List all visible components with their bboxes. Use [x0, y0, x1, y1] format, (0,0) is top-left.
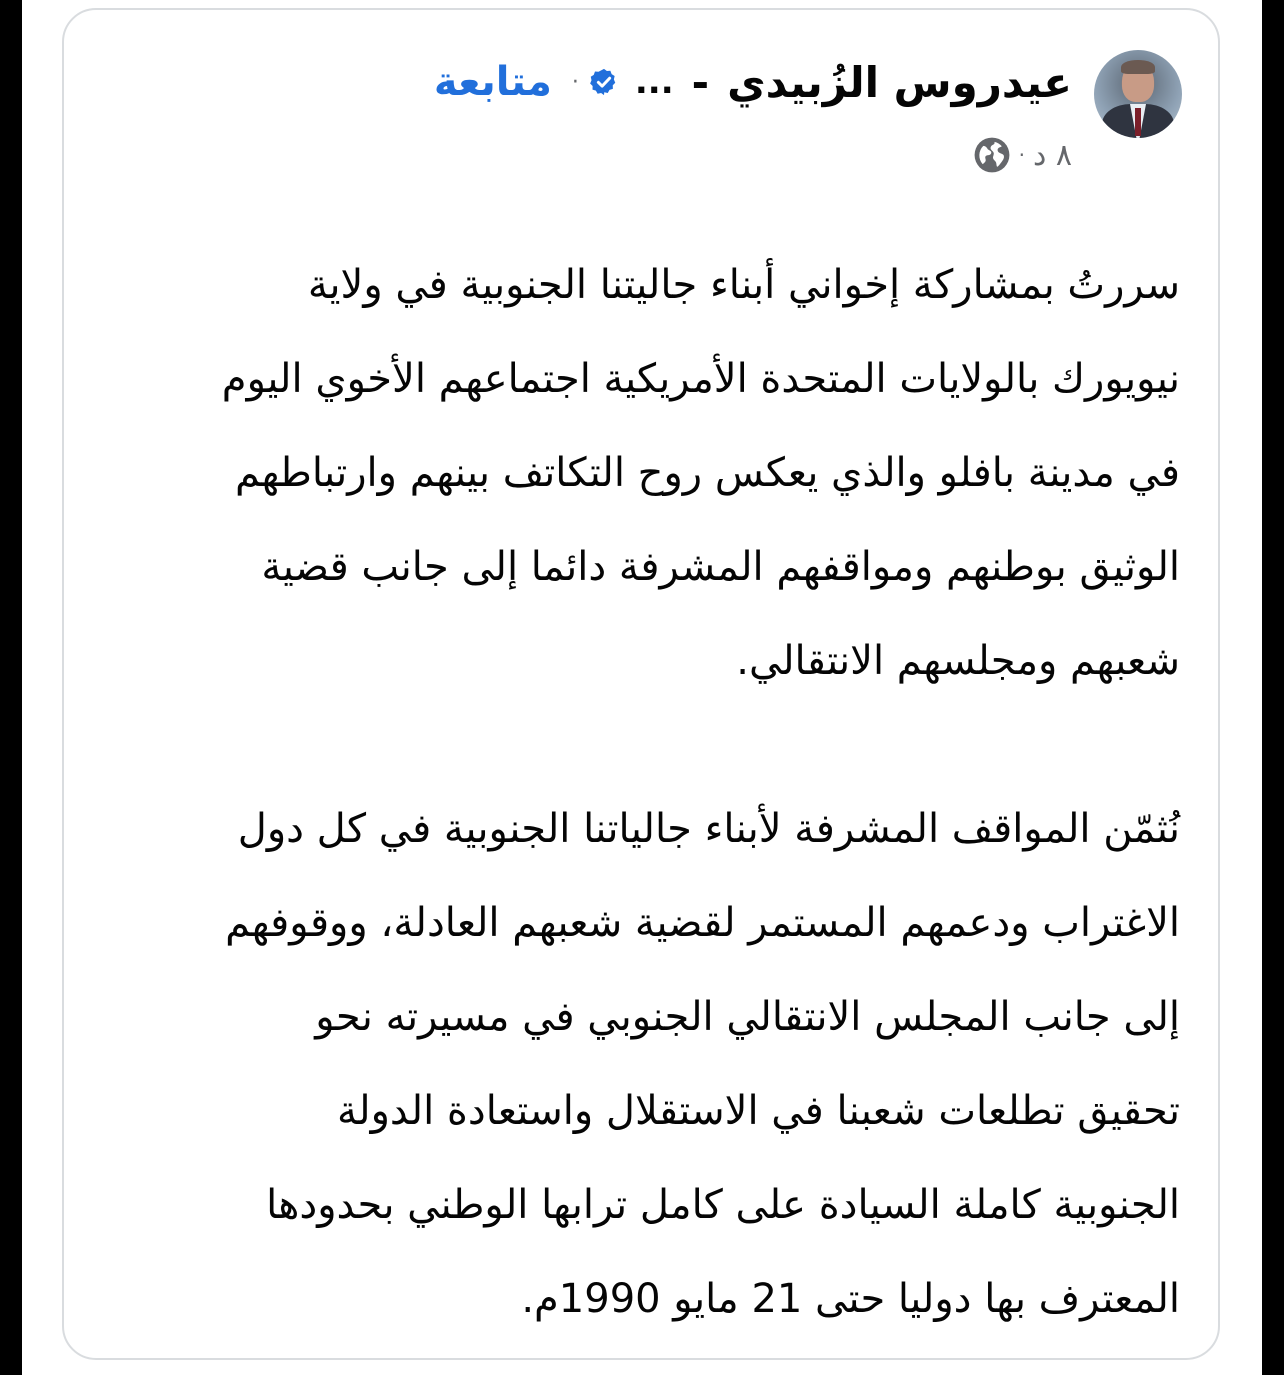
post-line: نُثمّن المواقف المشرفة لأبناء جالياتنا الجنوبية في كل دول [237, 806, 1180, 852]
globe-icon[interactable] [973, 136, 1011, 174]
post-line: تحقيق تطلعات شعبنا في الاستقلال واستعادة الدولة [336, 1088, 1180, 1134]
author-avatar[interactable] [1094, 50, 1182, 138]
post-paragraph-1 [90, 238, 1180, 708]
screen [22, 0, 1262, 1375]
meta-dot: · [1018, 143, 1025, 167]
post-header [434, 50, 1182, 174]
author-name[interactable]: عيدروس الزُبيدي [727, 57, 1072, 107]
post-line: الجنوبية كاملة السيادة على كامل ترابها الوطني بحدودها [266, 1182, 1180, 1228]
post-line: شعبهم ومجلسهم الانتقالي. [736, 638, 1180, 684]
follow-dot: · [571, 69, 579, 95]
header-text [434, 50, 1072, 174]
name-separator: - [691, 57, 710, 107]
follow-button[interactable]: متابعة [433, 59, 552, 105]
verified-badge-icon [589, 67, 619, 97]
name-ellipsis: ... [634, 62, 674, 102]
post-line: الاغتراب ودعمهم المستمر لقضية شعبهم العادلة، ووقوفهم [225, 900, 1180, 946]
post-body [90, 238, 1180, 1346]
post-line: في مدينة بافلو والذي يعكس روح التكاتف بينهم وارتباطهم [234, 450, 1180, 496]
post-line: نيويورك بالولايات المتحدة الأمريكية اجتماعهم الأخوي اليوم [221, 356, 1180, 402]
post-paragraph-2 [90, 782, 1180, 1346]
post-line: سررتُ بمشاركة إخواني أبناء جاليتنا الجنوبية في ولاية [307, 262, 1180, 308]
post-line: إلى جانب المجلس الانتقالي الجنوبي في مسيرته نحو [315, 994, 1180, 1040]
name-row [434, 50, 1072, 114]
post-line: المعترف بها دوليا حتى 21 مايو 1990م. [521, 1276, 1180, 1322]
post-time[interactable]: ٨ د [1032, 137, 1072, 173]
post-line: الوثيق بوطنهم ومواقفهم المشرفة دائما إلى جانب قضية [261, 544, 1180, 590]
post-card [62, 8, 1220, 1360]
post-meta [434, 136, 1072, 174]
